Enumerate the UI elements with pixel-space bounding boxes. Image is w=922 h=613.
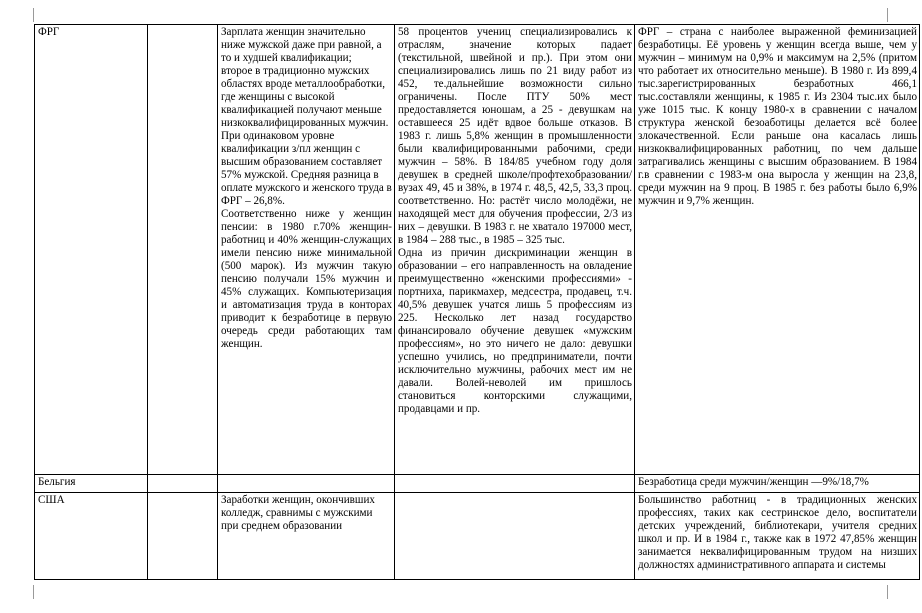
country-cell: [35, 25, 148, 475]
education-cell: [395, 25, 635, 475]
empty-cell: [148, 475, 218, 493]
unemployment-paragraph: ФРГ – страна с наиболее выраженной феминизацией безработицы. Её уровень у женщин всегда выше, чем у мужчин – минимум на 0,9% и максимум на 2,5% (притом что работает их относительно меньше). В 1980 г. Из 899,4 тыс.зарегистрированных безработных 466,1 тыс.составляли женщины, к 1985 г. Из 2304 тыс.их было уже 1015 тыс. К концу 1980-х в сравнении с началом структура женской безоаботицы делается всё более злокачественной. Если раньше она касалась лишь низкоквалифицированных работниц, по чем дальше затрагивались женщины с высшим образованием. В 1984 г.в сравнении с 1983-м она выросла у женщин на 23,8, среди мужчин на 9 проц. В 1985 г. без работы было 6,9% мужчин и 9,7% женщин.: [638, 26, 917, 207]
wages-paragraph: Зарплата женщин значительно ниже мужской даже при равной, а то и худшей квалификации;: [221, 26, 382, 64]
table-row: [35, 493, 920, 580]
crop-mark-top-right: [887, 8, 888, 22]
wages-cell: [218, 493, 395, 580]
country-name: ФРГ: [38, 26, 60, 38]
unemployment-cell: [635, 475, 920, 493]
crop-mark-top-left: [33, 8, 34, 22]
country-cell: [35, 475, 148, 493]
empty-cell: [395, 475, 635, 493]
empty-cell: [395, 493, 635, 580]
comparison-table: [34, 24, 920, 580]
education-paragraph: Одна из причин дискриминации женщин в образовании – его направленность на овладение преимущественно «женскими профессиями» - портниха, парикмахер, медсестра, продавец, т.ч. 40,5% девушек учатся лишь 5 профессиям из 225. Несколько лет назад государство финансировало обучение девушек «мужским профессиям», но это ничего не дало: девушки успешно учились, но предприниматели, почти исключительно мужчины, рабочих мест им не давали. Волей-неволей им пришлось становиться конторскими служащими, продавцами и пр.: [398, 247, 632, 415]
wages-paragraph: Заработки женщин, окончивших колледж, сравнимы с мужскими при среднем образовании: [221, 494, 375, 532]
pensions-paragraph: Соответственно ниже у женщин пенсии: в 1980 г.70% женщин-работниц и 40% женщин-служащих имели пенсию ниже минимальной (500 марок). Из мужчин такую пенсию получали 15% мужчин и 45% служащих. Компьютеризация и автоматизация труда в конторах приводит к безработице в первую очередь среди работающих там женщин.: [221, 208, 392, 350]
unemployment-paragraph: Большинство работниц - в традиционных женских профессиях, таких как сестринское дело, воспитатели детских учреждений, библиотекари, учителя средних школ и пр. И в 1984 г., также как в 1972 47,85% женщин занимается неквалифицированным трудом на низших должностях административного аппарата и системы: [638, 494, 917, 571]
empty-cell: [148, 25, 218, 475]
empty-cell: [218, 475, 395, 493]
unemployment-cell: [635, 493, 920, 580]
empty-cell: [148, 493, 218, 580]
table-row: [35, 475, 920, 493]
country-name: США: [38, 494, 65, 506]
education-paragraph: 58 процентов учениц специализировались к отраслям, значение которых падает (текстильной, швейной и пр.). При этом они специализировались лишь по 21 виду работ из 452, те.дальнейшие возможности сильно ограничены. После ПТУ 50% мест предоставляется юношам, а 25 - девушкам на оставшееся 25 идёт вдвое больше отказов. В 1983 г. лишь 5,8% женщин в промышленности были квалифицированными рабочими, среди мужчин – 58%. В 184/85 учебном году доля девушек в средней школе/профтехобразовании/вузах 49, 45 и 38%, в 1974 г. 48,5, 42,5, 33,3 проц. соответственно. Но: растёт число молодёжи, не находящей мест для обучения профессии, 2/3 из них – девушки. В 1983 г. не хватало 197000 мест, в 1984 – 288 тыс., в 1985 – 325 тыс.: [398, 26, 632, 246]
wages-cell: [218, 25, 395, 475]
country-name: Бельгия: [38, 476, 76, 488]
country-cell: [35, 493, 148, 580]
table-row: [35, 25, 920, 475]
wages-paragraph: второе в традиционно мужских областях вроде металлообработки, где женщины с высокой квалификацией получают меньше низкоквалифицированных мужчин. При одинаковом уровне квалификации з/пл женщин с высшим образованием составляет 57% мужской. Средняя разница в оплате мужского и женского труда в ФРГ – 26,8%.: [221, 65, 392, 207]
unemployment-paragraph: Безработица среди мужчин/женщин —9%/18,7%: [638, 476, 869, 488]
unemployment-cell: [635, 25, 920, 475]
crop-mark-bottom-left: [33, 585, 34, 599]
crop-mark-bottom-right: [887, 585, 888, 599]
